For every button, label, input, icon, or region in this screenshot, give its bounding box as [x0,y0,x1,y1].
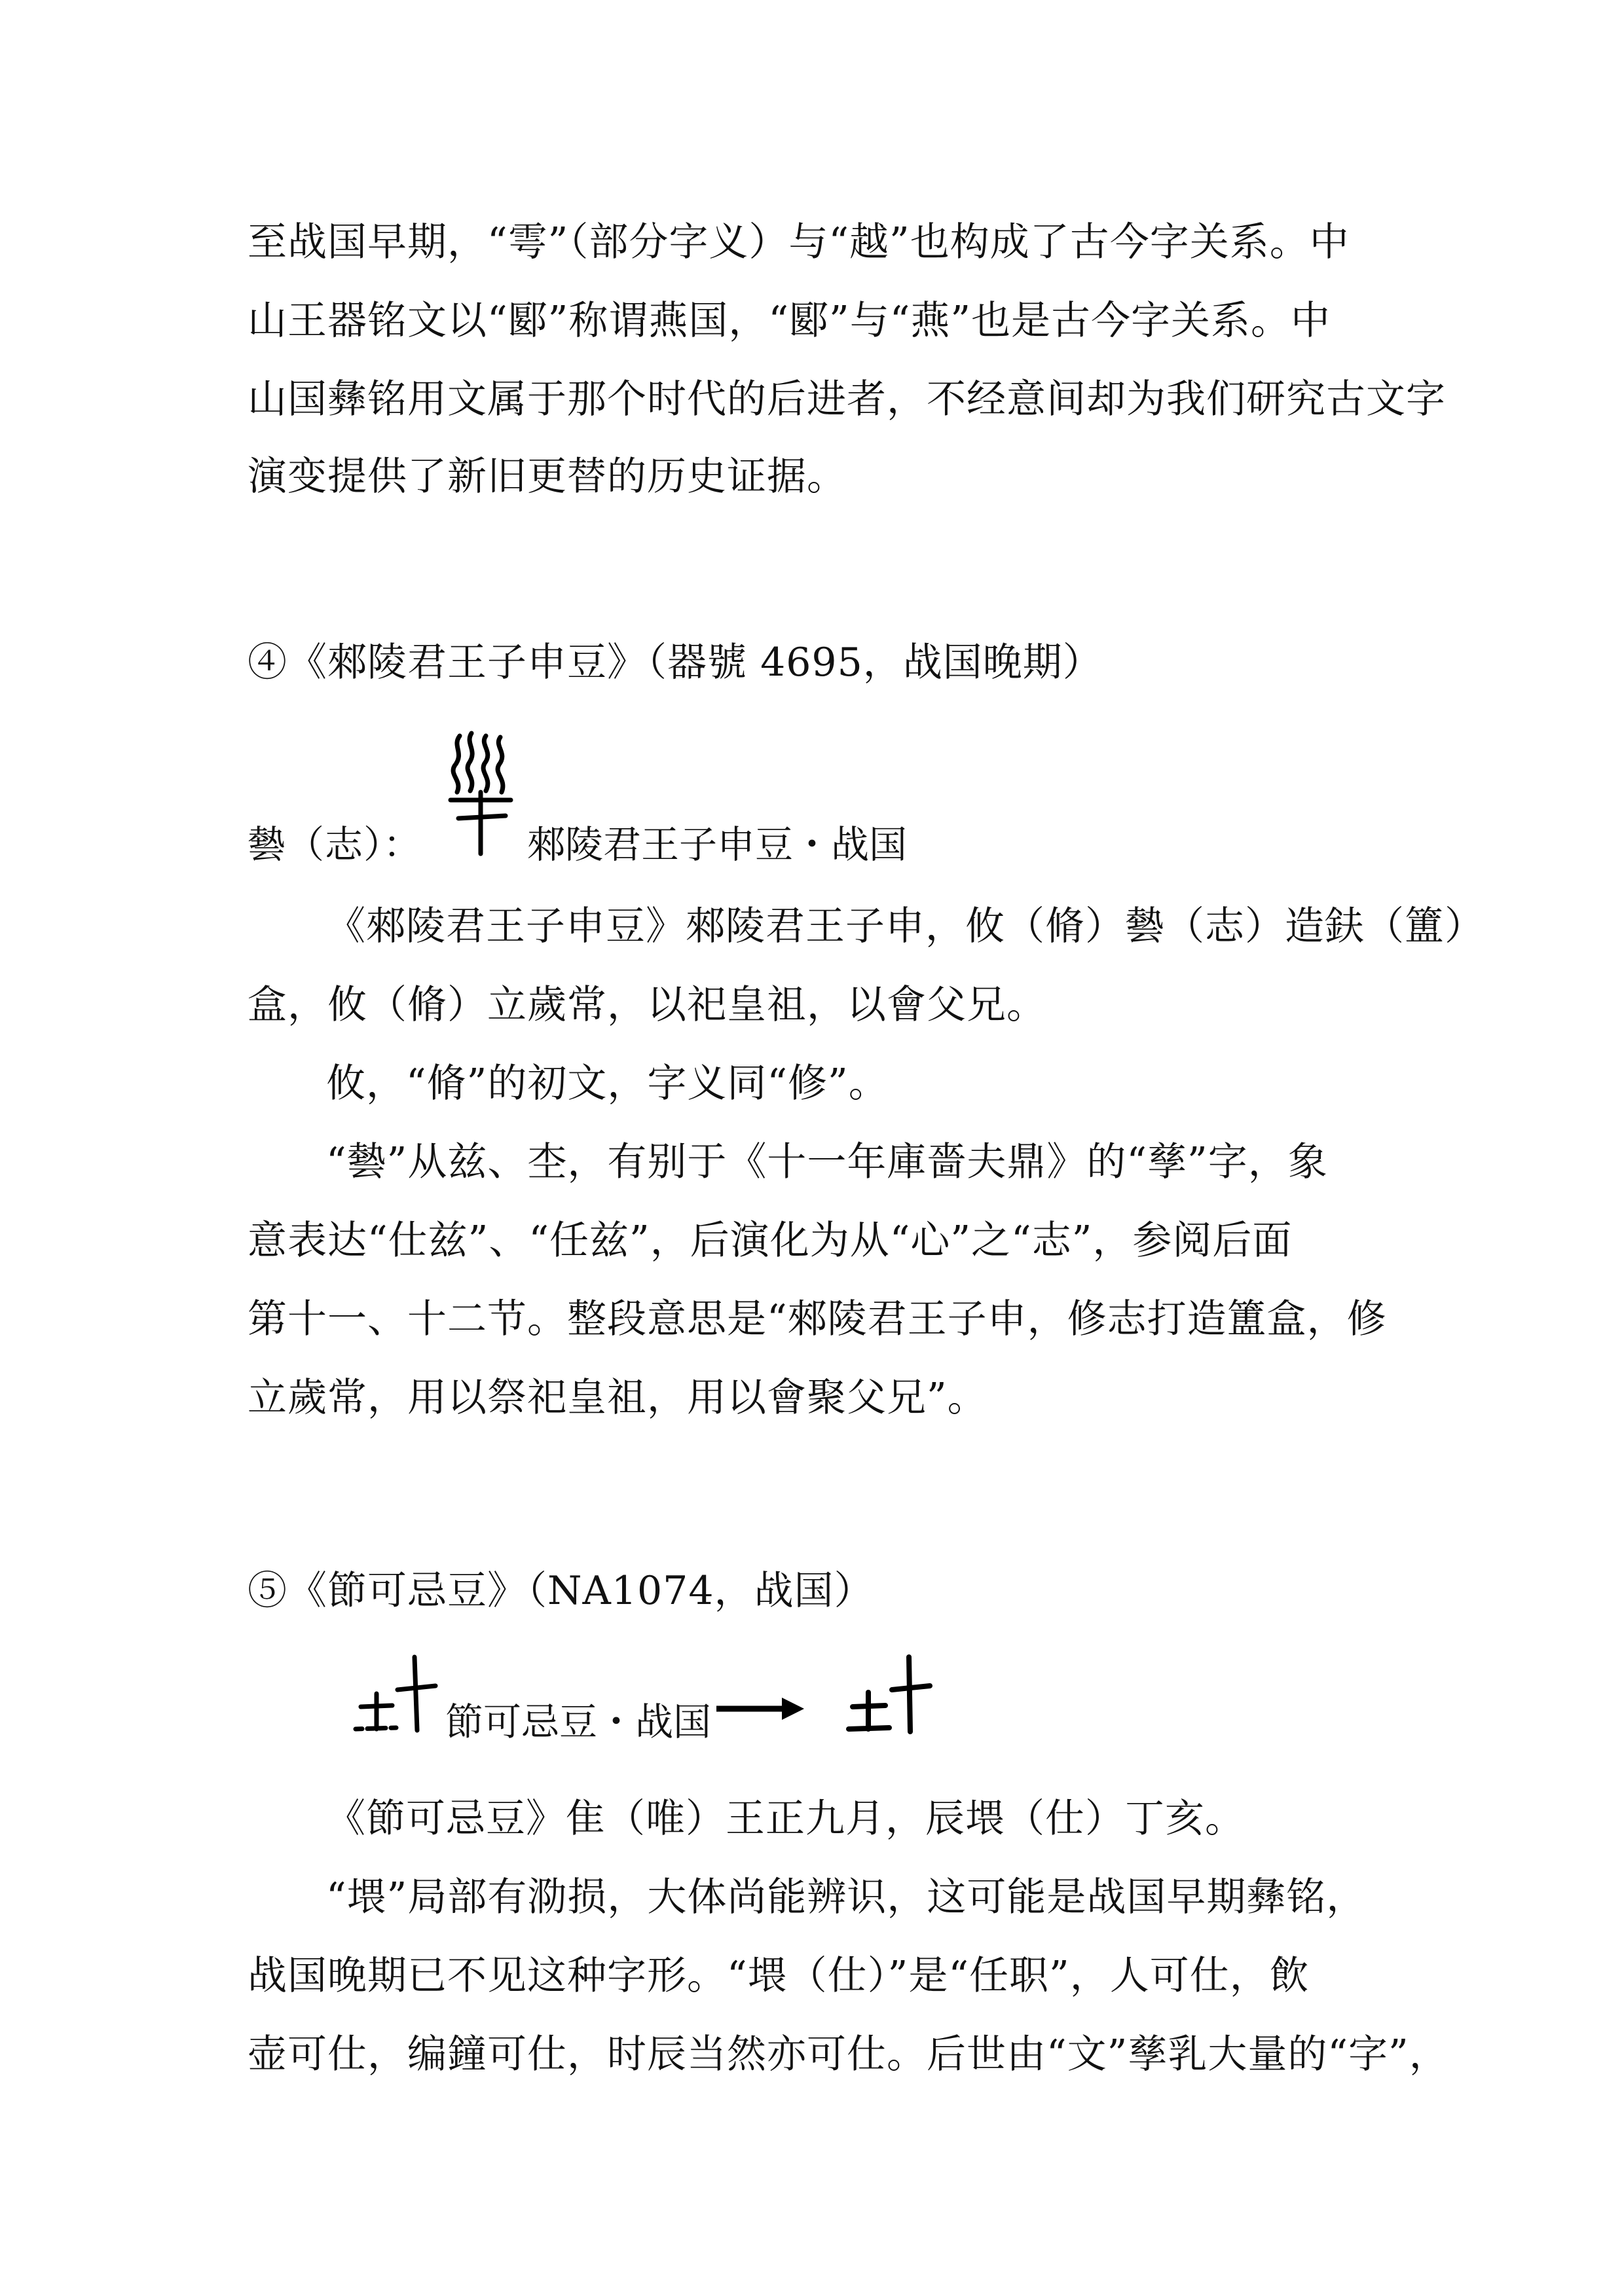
paragraph-line: 盒，攸（脩）立歲常，以祀皇祖，以會父兄。 [248,982,1046,1028]
bronze-inscription-zhi-glyph-icon [445,727,517,858]
paragraph-line: 《郲陵君王子申豆》郲陵君王子申，攸（脩）㙯（志）造鈇（簠） [326,903,1485,949]
paragraph-line: 战国晚期已不见这种字形。“㙗（仕）”是“任职”，人可仕，飲 [248,1953,1310,1999]
paragraph-line: 意表达“仕兹”、“任兹”，后演化为从“心”之“志”，参阅后面 [248,1218,1293,1264]
paragraph-line: 攸，“脩”的初文，字义同“修”。 [326,1061,889,1106]
paragraph-line: 演变提供了新旧更替的历史证据。 [248,454,847,500]
paragraph-line: 立歲常，用以祭祀皇祖，用以會聚父兄”。 [248,1375,987,1421]
paragraph-line: 至战国早期，“雩”（部分字义）与“越”也构成了古今字关系。中 [248,219,1350,265]
glyph-label: 㙯（志）： [248,822,422,867]
section-5-heading: ⑤《節可忌豆》（NA1074，战国） [248,1568,874,1614]
paragraph-line: 山国彝铭用文属于那个时代的后进者，不经意间却为我们研究古文字 [248,376,1446,422]
glyph-caption: 郲陵君王子申豆・战国 [527,822,908,867]
paragraph-line: 壶可仕，编鐘可仕，时辰当然亦可仕。后世由“文”孳乳大量的“字”， [248,2032,1449,2077]
paragraph-line: 《節可忌豆》隹（唯）王正九月，辰㙗（仕）丁亥。 [326,1796,1245,1842]
paragraph-line: 山王器铭文以“郾”称谓燕国，“郾”与“燕”也是古今字关系。中 [248,298,1331,344]
section-4-heading: ④《郲陵君王子申豆》（器號 4695，战国晚期） [248,640,1103,685]
right-arrow-icon [714,1692,805,1725]
paragraph-line: “㙗”局部有泐损，大体尚能辨识，这可能是战国早期彝铭， [326,1874,1367,1920]
paragraph-line: 第十一、十二节。整段意思是“郲陵君王子申，修志打造簠盒，修 [248,1296,1387,1342]
paragraph-line: “㙯”从兹、杢，有别于《十一年庫嗇夫鼎》的“孳”字，象 [326,1139,1328,1185]
glyph-caption: 節可忌豆・战国 [445,1700,712,1744]
bronze-inscription-shi-glyph-icon [350,1653,442,1738]
bronze-inscription-shi-glyph-normalized-icon [845,1653,936,1738]
